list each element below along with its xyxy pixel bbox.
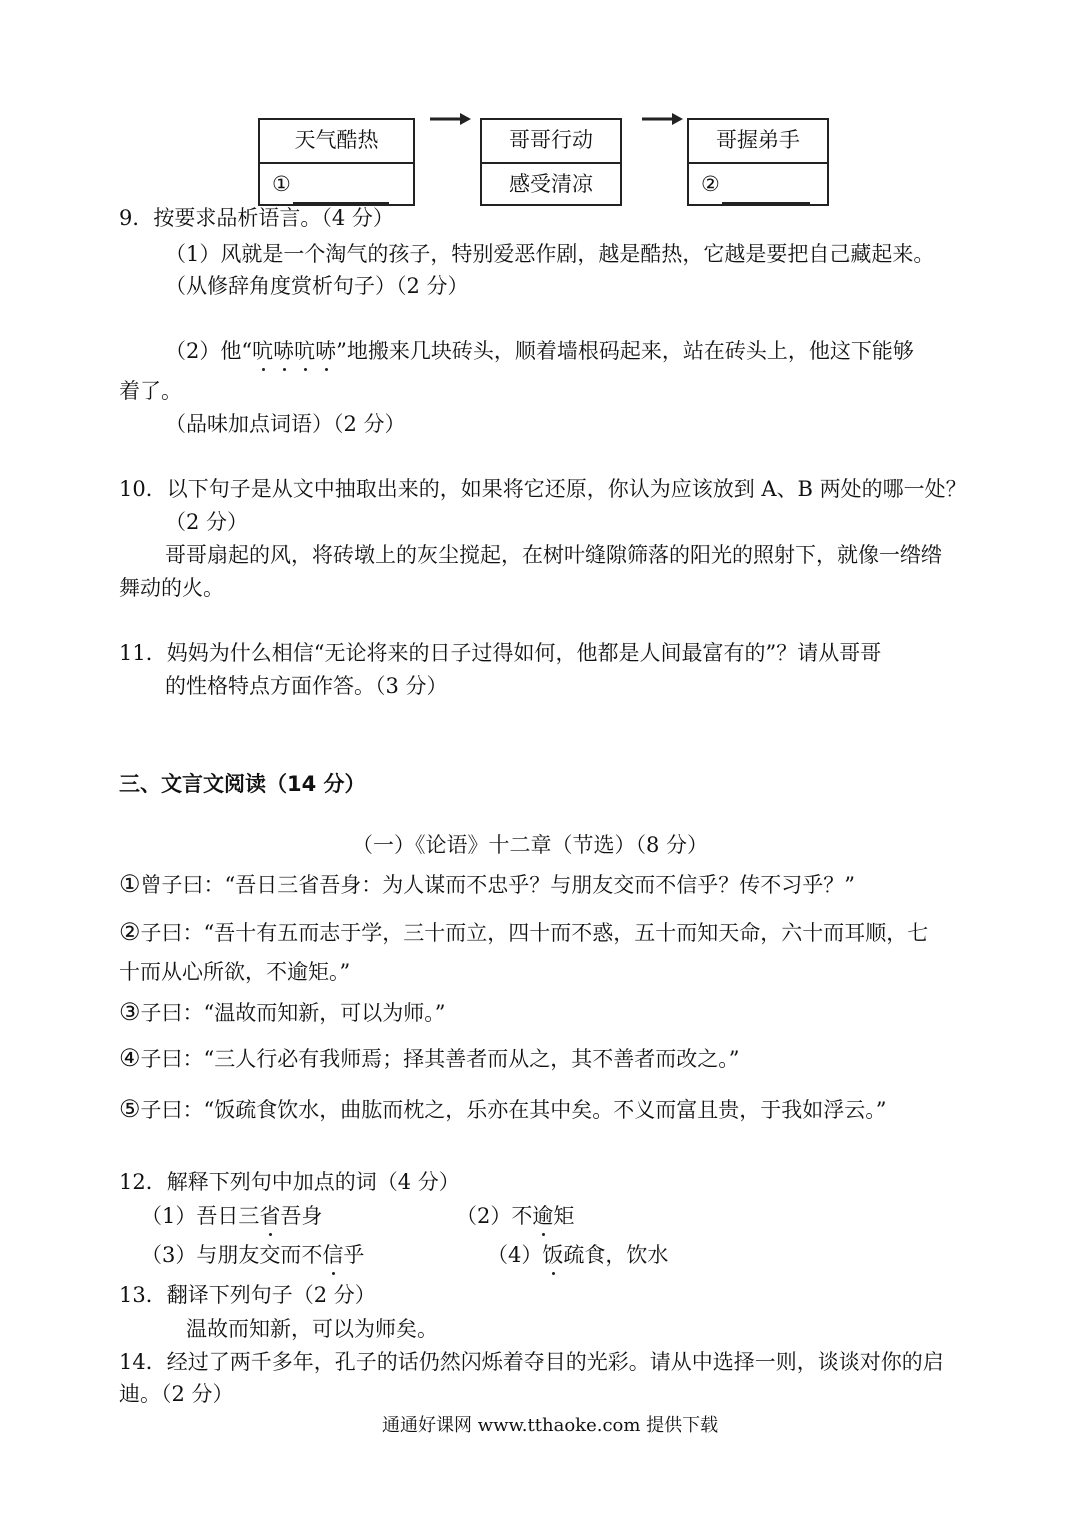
- q9-part2-pre: （2）他“: [165, 339, 253, 363]
- item-text: 子曰：“三人行必有我师焉；择其善者而从之，其不善者而改之。”: [140, 1047, 740, 1071]
- q9-part2-continued: 着了。: [119, 379, 182, 403]
- analects-item-2-continued: 十而从心所欲，不逾矩。”: [119, 960, 351, 984]
- dotted-char: 饭: [542, 1243, 564, 1267]
- q10-sentence-line2: 舞动的火。: [119, 576, 224, 600]
- item-text: 子曰：“温故而知新，可以为师。”: [140, 1001, 446, 1025]
- dotted-char: 哧: [273, 339, 295, 363]
- arrow-right-icon: [428, 112, 472, 126]
- flow-box-hold-hand: [687, 118, 829, 206]
- section-subheading: （一）《论语》十二章（节选）（8 分）: [352, 833, 709, 857]
- answer-blank-1[interactable]: [293, 178, 389, 204]
- item-number: ⑤: [119, 1095, 141, 1123]
- q9-part2: [165, 337, 914, 365]
- flow-box-weather-blank: [260, 164, 413, 206]
- flow-box-weather: [258, 118, 415, 206]
- dotted-char: 省: [259, 1204, 281, 1228]
- q12-item-pre: （1）吾日三: [141, 1204, 260, 1228]
- section-heading: 三、文言文阅读（14 分）: [119, 772, 366, 796]
- q12-item-pre: （3）与朋友交而不: [141, 1243, 323, 1267]
- q12-item-post: 吾身: [280, 1204, 323, 1228]
- q9-part1-requirement: （从修辞角度赏析句子）（2 分）: [165, 274, 469, 298]
- dotted-char: 信: [322, 1243, 344, 1267]
- blank-number: ②: [701, 172, 720, 196]
- arrow-right-icon: [640, 112, 684, 126]
- analects-item-3: [119, 998, 446, 1027]
- q9-part2-requirement: （品味加点词语）（2 分）: [165, 412, 406, 436]
- q9-title: 9．按要求品析语言。（4 分）: [119, 206, 394, 230]
- flow-box-hold-hand-blank: [689, 164, 827, 206]
- flow-box-brother-action-result: 感受清凉: [509, 172, 593, 196]
- q10-title: 10．以下句子是从文中抽取出来的，如果将它还原，你认为应该放到 A、B 两处的哪一处？: [119, 477, 967, 501]
- q13-title: 13．翻译下列句子（2 分）: [119, 1283, 376, 1307]
- flow-box-brother-action-title: 哥哥行动: [482, 120, 620, 164]
- q10-sentence-line1: 哥哥扇起的风，将砖墩上的灰尘搅起，在树叶缝隙筛落的阳光的照射下，就像一绺绺: [165, 543, 942, 567]
- q13-sentence: 温故而知新，可以为师矣。: [186, 1317, 438, 1341]
- q9-part2-post: ”地搬来几块砖头，顺着墙根码起来，站在砖头上，他这下能够: [336, 339, 914, 363]
- dotted-char: 哧: [315, 339, 337, 363]
- item-number: ①: [119, 870, 141, 898]
- q11-line2: 的性格特点方面作答。（3 分）: [165, 674, 448, 698]
- q14-line2: 迪。（2 分）: [119, 1382, 234, 1406]
- q12-item-2: [456, 1202, 574, 1230]
- item-number: ④: [119, 1044, 141, 1072]
- flow-box-brother-action: [480, 118, 622, 206]
- item-number: ③: [119, 998, 141, 1026]
- analects-item-2: [119, 918, 928, 947]
- dotted-char: 吭: [252, 339, 274, 363]
- q12-item-post: 矩: [553, 1204, 575, 1228]
- item-text: 子曰：“饭疏食饮水，曲肱而枕之，乐亦在其中矣。不义而富且贵，于我如浮云。”: [140, 1098, 887, 1122]
- q12-item-pre: （4）: [487, 1243, 543, 1267]
- q12-item-post: 疏食，饮水: [563, 1243, 669, 1267]
- q10-score: （2 分）: [165, 510, 249, 534]
- q12-item-4: [487, 1241, 668, 1269]
- q12-item-post: 乎: [343, 1243, 365, 1267]
- item-text: 子曰：“吾十有五而志于学，三十而立，四十而不惑，五十而知天命，六十而耳顺，七: [140, 921, 929, 945]
- page-footer: 通通好课网 www.tthaoke.com 提供下载: [382, 1415, 719, 1436]
- q12-item-3: [141, 1241, 364, 1269]
- dotted-char: 逾: [532, 1204, 554, 1228]
- q11-line1: 11．妈妈为什么相信“无论将来的日子过得如何，他都是人间最富有的”？请从哥哥: [119, 641, 882, 665]
- analects-item-4: [119, 1044, 740, 1073]
- answer-blank-2[interactable]: [722, 178, 810, 204]
- item-text: 曾子曰：“吾日三省吾身：为人谋而不忠乎？与朋友交而不信乎？传不习乎？”: [140, 873, 855, 897]
- analects-item-5: [119, 1095, 886, 1124]
- q12-item-pre: （2）不: [456, 1204, 533, 1228]
- dotted-char: 吭: [294, 339, 316, 363]
- flow-box-hold-hand-title: 哥握弟手: [689, 120, 827, 164]
- q14-line1: 14．经过了两千多年，孔子的话仍然闪烁着夺目的光彩。请从中选择一则，谈谈对你的启: [119, 1350, 944, 1374]
- q12-item-1: [141, 1202, 322, 1230]
- flow-box-weather-title: 天气酷热: [260, 120, 413, 164]
- q9-part1: （1）风就是一个淘气的孩子，特别爱恶作剧，越是酷热，它越是要把自己藏起来。: [165, 242, 935, 266]
- q12-title: 12．解释下列句中加点的词（4 分）: [119, 1170, 460, 1194]
- analects-item-1: [119, 870, 855, 899]
- item-number: ②: [119, 918, 141, 946]
- blank-number: ①: [272, 172, 291, 196]
